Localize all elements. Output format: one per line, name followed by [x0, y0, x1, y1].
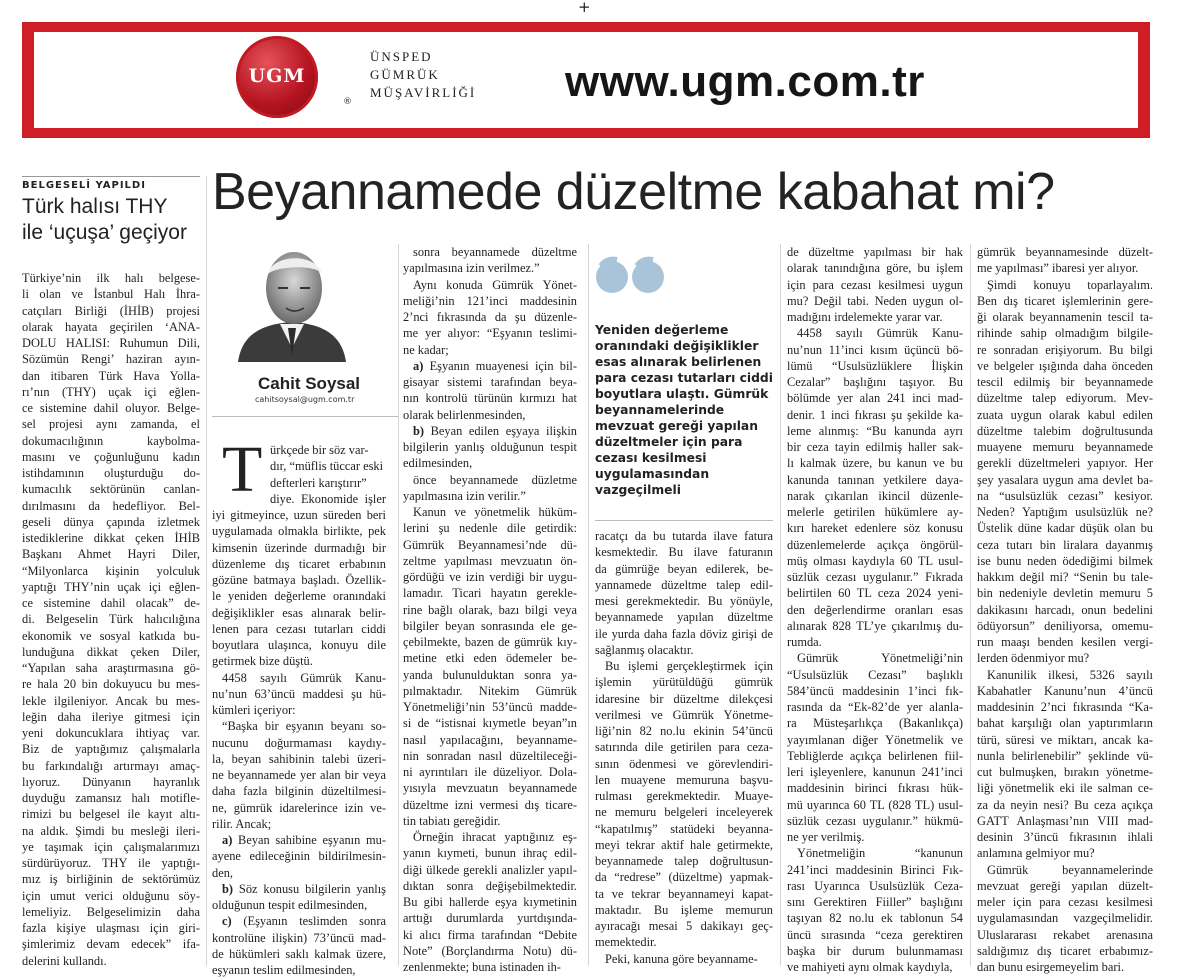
article-column-2	[403, 244, 577, 975]
article-text-line: desinin 3’üncü fıkrasının ihlali	[977, 830, 1153, 844]
article-text-line: olarak tanındığına göre, bu işlem	[787, 261, 963, 276]
article-text-line: değişiklikler esas alınarak belir-	[212, 605, 386, 620]
article-text-line: lamadır. Ticari hayatın gerekle-	[403, 586, 577, 601]
article-text-line: ayene edileceğinin bildirilmesin-	[212, 849, 386, 864]
brand-line-3: MÜŞAVİRLİĞİ	[370, 85, 477, 100]
article-text-line: muayene memuru beyannamede	[977, 440, 1153, 454]
article-text-line: den,	[212, 865, 233, 880]
article-text-line: bir ceza tayin edilmiş haller sak-	[787, 440, 963, 454]
sidebar-text-line: Türkiye’nin ilk halı belgese-	[22, 271, 200, 285]
article-text-line: ayıracağı mesai 5 dakikayı geç-	[595, 919, 773, 933]
article-text-line: Note” (Borçlandırma Notu) dü-	[403, 943, 577, 958]
article-text-line: leme alınmış: “Bu kanunda ayrı	[787, 423, 963, 438]
brand-line-2: GÜMRÜK	[370, 67, 440, 82]
sidebar-text-line: leğin daha ileriye gitmesi için	[22, 709, 200, 724]
article-text-line: len muayene memuruna başvu-	[595, 772, 773, 787]
article-text-line: liği’nin 82 no.lu ekinin 54’üncü	[595, 724, 773, 738]
article-text-line: racatçı da bu tutarda ilave fatura	[595, 529, 773, 543]
article-text-line: ne yer verilmiş.	[787, 830, 865, 844]
article-text-line: Gümrük Yönetmeliği’nin	[797, 651, 963, 666]
article-text-line: düzenleme dış ticaret erbabının	[212, 556, 386, 571]
article-text-line: Bu gibi hallerde eşya kıymetinin	[403, 895, 577, 909]
article-text-line: mevzuat gereği yapılan düzelt-	[977, 878, 1153, 893]
article-text-line: edilmesinden,	[403, 456, 473, 471]
article-text-line: gisayar sistemi tarafından beya-	[403, 375, 577, 389]
article-column-1	[212, 433, 386, 978]
article-text-line: işlemin yürütüldüğü gümrük	[595, 675, 773, 690]
sidebar-text-line: rimizi bu belgesel ile kayıt altı-	[22, 807, 200, 822]
pull-quote-divider	[595, 520, 773, 521]
article-text-line: kanunda tanınan yetkilere daya-	[787, 472, 963, 487]
article-text-line: yanın kıymeti, bunun ihraç edil-	[403, 846, 577, 861]
article-text-line: Gümrük beyannamelerinde	[987, 862, 1153, 877]
sidebar-text-line: dokumacılığının kaybolma-	[22, 433, 200, 448]
article-text-line: ki alıcı firma tarafından “Debite	[403, 927, 577, 942]
sidebar-text-line: olarak hayata geçirilen ‘ANA-	[22, 319, 200, 334]
article-text-line: denir. 1 inci fıkrası şu şekilde ka-	[787, 407, 963, 422]
sidebar-text-line: Sözümün Rengi’ haziran ayın-	[22, 352, 200, 367]
sidebar-text-line: dırılmasını da hedefliyor. Bel-	[22, 498, 200, 513]
article-text-line: hakkım değil mi? “Senin bu tale-	[977, 570, 1153, 584]
article-text-line: Uluslararası rekabet arenasına	[977, 927, 1153, 942]
article-text-line: si de “istisnai kıymetle beyan”ın	[403, 716, 577, 731]
article-text-line: Üstelik düne kadar düşük olan bu	[977, 521, 1153, 536]
article-text-line: türü, süresi ve miktarı, ancak ka-	[977, 732, 1153, 747]
sidebar-text-line: DOLU HALISI: Ruhumun Dili,	[22, 336, 200, 350]
article-text-line: alınarak 828 TL’ye çıkarılmış du-	[787, 618, 963, 633]
author-name: Cahit Soysal	[258, 374, 361, 393]
article-text-line: lerini şu nedenle dile getirdik:	[403, 521, 577, 536]
article-text-line: rihinde sahip olmadığım bilgile-	[977, 326, 1153, 341]
article-text-line: arttığı durumlarda yurtdışında-	[403, 911, 577, 926]
article-text-line: bilgiler beyan sonrasında ele ge-	[403, 618, 577, 633]
article-text-line: re sonradan erişiyorum. Bu bilgi	[977, 342, 1153, 357]
article-text-line: boyutlara ulaşınca, konuyu dile	[212, 638, 386, 652]
article-text-line: çebilmekte, bazen de gümrük kıy-	[403, 635, 577, 649]
article-text-line: üncü sırasında “ceza gerektiren	[787, 927, 963, 942]
article-text-line: başka bir durum bulunmaması	[787, 943, 963, 958]
article-text-line: dıktan sonra değişebilmektedir.	[403, 878, 577, 893]
article-text-line: pılmaktadır. Nitekim Gümrük	[403, 683, 577, 698]
article-text-line: nu’nun 11’inci kısım üçüncü bö-	[787, 342, 963, 357]
sidebar-text-line: “Yapılan saha araştırmasına gö-	[22, 661, 200, 675]
article-text-line: c) (Eşyanın teslimden sonra	[222, 914, 386, 929]
sidebar-text-line: masını ve çoğunluğunu kadın	[22, 449, 200, 464]
column-divider	[206, 176, 207, 966]
article-text-line: yısıyla mevzuatın beyannamede	[403, 781, 577, 796]
article-text-line: ve mahiyeti aynı olmak kaydıyla,	[787, 960, 953, 974]
article-text-line: olduğunun tespit edilmesinden,	[212, 898, 368, 912]
sidebar-text-line: na aldık. Şimdi bu mesleği ileri-	[22, 823, 200, 838]
column-divider	[398, 244, 399, 966]
article-text-line: düzenlemelerde açıkça öngörül-	[787, 537, 963, 552]
column-divider	[588, 244, 589, 966]
article-text-line: tin tabiatı gereğidir.	[403, 813, 501, 828]
article-text-line: ne memuru belgeleri inceleyerek	[595, 805, 773, 820]
sidebar-text-line: ekonomik ve sosyal katkıda bu-	[22, 628, 200, 643]
crop-mark: +	[578, 0, 591, 16]
article-text-line: şey yasalara uygun ama devlet ba-	[977, 472, 1153, 487]
article-text-line: zenlenmekte; buna istinaden ih-	[403, 960, 561, 974]
article-text-line: yannamede düzeltme talep edil-	[595, 577, 773, 592]
article-text-line: a) Beyan sahibine eşyanın mu-	[222, 833, 386, 847]
sidebar-text-line: sel projesi aynı zamanda, el	[22, 417, 200, 432]
article-text-line: Neden? Yaptığım usulsüzlük ne?	[977, 505, 1153, 519]
article-text-line: Kanunilik ilkesi, 5326 sayılı	[987, 667, 1153, 682]
article-text-line: mu? Değil tabi. Neden uygun ol-	[787, 293, 963, 308]
article-text-line: lı kalmak üzere, bu kanun ve bu	[787, 456, 963, 471]
article-text-line: melerle getirilen hükümlere ay-	[787, 505, 963, 519]
article-text-line: Gümrük Beyannamesi’nde dü-	[403, 537, 577, 552]
article-text-line: düzeltme izni vermesi dış ticare-	[403, 797, 577, 812]
article-text-line: zuata uygun olarak kabul edilen	[977, 407, 1153, 422]
article-text-line: b) Beyan edilen eşyaya ilişkin	[413, 423, 577, 438]
article-text-line: kimsenin üzerinde durmadığı bir	[212, 540, 386, 555]
article-text-line: meler için para cezası kesilmesi	[977, 895, 1153, 909]
article-text-line: Aynı konuda Gümrük Yönet-	[413, 277, 577, 292]
sidebar-text-line: için umut verici olduğunu söy-	[22, 888, 200, 903]
sidebar-text-line: Başkanı Ahmet Hayri Diler,	[22, 547, 200, 562]
article-text-line: gördüğü ve izin verdiği bir uygu-	[403, 570, 577, 584]
sidebar-text-line: lunduğuna dikkat çeken Diler,	[22, 644, 200, 659]
article-text-line: getirmek bize düştü.	[212, 654, 313, 669]
sidebar-header	[22, 176, 200, 246]
article-text-line: 584’üncü maddesinin 1’inci fık-	[787, 683, 963, 698]
article-text-line: Peki, kanuna göre beyanname-	[605, 951, 758, 966]
sidebar-text-line: geseli dünya çapında izletmek	[22, 514, 200, 529]
article-text-line: metine etki eden ödemeler be-	[403, 651, 577, 666]
article-text-line: nasıl yapılacağını, beyanname-	[403, 732, 577, 747]
article-text-line: da “redrese” (düzeltme) yapmak-	[595, 870, 773, 885]
article-text-line: kontrolüne ilişkin) 73’üncü mad-	[212, 930, 386, 945]
article-text-line: liği yönetmelik eki ile salman ce-	[977, 781, 1153, 796]
article-text-line: rası Uyarınca Usulsüzlük Ceza-	[787, 878, 963, 893]
article-column-3	[595, 528, 773, 967]
article-text-line: süzlük cezası uygulanır.” Fıkrada	[787, 570, 963, 584]
article-text-line: gözüne batmaya başladı. Özellik-	[212, 573, 386, 587]
article-text-line: Ben dış ticaret işlemlerinin gere-	[977, 293, 1153, 308]
article-text-line: de hükümleri saklı kalmak üzere,	[212, 946, 386, 961]
article-text-line: kırı hareket edenlere söz konusu	[787, 521, 963, 536]
article-text-line: rasında da “Ek-82’de yer alanla-	[787, 700, 963, 714]
article-text-line: Kanun ve yönetmelik hüküm-	[413, 505, 577, 519]
article-text-line: maktadır. Bu işleme memurun	[595, 902, 773, 917]
article-text-line: Yönetmeliği’nin 53’üncü madde-	[403, 700, 577, 714]
article-text-line: leri işleyenlere, kanunun 241’inci	[787, 765, 963, 779]
article-text-line: nunla belirlenebilir” şeklinde vü-	[977, 748, 1153, 763]
sidebar-text-line: lekle ilgileniyor. Ancak bu mes-	[22, 693, 200, 708]
article-text-line: Kabahatler Kanunu’nun 4’üncü	[977, 683, 1153, 698]
article-text-line: nin sonradan nasıl düzeltileceği-	[403, 748, 577, 763]
article-text-line: GATT Anlaşması’nın VIII mad-	[977, 813, 1153, 828]
sidebar-title-line: ile ‘uçuşa’ geçiyor	[22, 221, 187, 244]
article-text-line: den değerlendirme oranları esas	[787, 602, 963, 617]
article-text-line: gerekli düzeltmeleri yapıyor. Her	[977, 456, 1153, 471]
sidebar-article-body	[22, 270, 200, 969]
article-text-line: zeltme yapılması mevzuatın ön-	[403, 553, 577, 568]
article-text-line: ne beyannamede yer alan bir veya	[212, 768, 386, 782]
sidebar-text-line: li olan ve İstanbul Halı İhra-	[22, 287, 200, 302]
article-text-line: ürkçede bir söz var-	[270, 443, 369, 457]
article-text-line: rilir. Ancak;	[212, 816, 272, 831]
article-text-line: belirtilen 60 TL ceza 2024 yeni-	[787, 586, 963, 601]
article-text-line: cut bulmuşken, bırakın yönetme-	[977, 765, 1153, 779]
article-text-line: daha fazla bilginin düzeltilmesi-	[212, 784, 386, 799]
article-text-line: maddesinin 2’nci fıkrasında “Ka-	[977, 700, 1153, 714]
sidebar-text-line: ce sistemine dahil oluyor. Belge-	[22, 401, 200, 415]
article-text-line: uygulamasından vazgeçilmelidir.	[977, 911, 1153, 926]
article-text-line: Yönetmeliğin “kanunun	[797, 846, 963, 861]
article-text-line: düzeltme talep ediyorum. Mev-	[977, 391, 1153, 406]
article-text-line: ise bunu neden ödediğimi bilmek	[977, 553, 1153, 568]
article-text-line: iyi gitmeyince, uzun süreden beri	[212, 508, 386, 522]
article-text-line: maddesinin birinci fıkrası hük-	[787, 781, 963, 796]
article-text-line: rulması gerekmektedir. Muaye-	[595, 789, 773, 803]
article-text-line: 2’nci fıkrasında da şu düzenle-	[403, 310, 577, 324]
article-text-line: gümrük beyannamesinde düzelt-	[977, 245, 1153, 259]
article-text-line: 4458 sayılı Gümrük Kanu-	[797, 326, 963, 341]
article-text-line: lümü “Usulsüzlüklere İlişkin	[787, 358, 963, 373]
article-text-line: bölümde yer alan 241 inci mad-	[787, 391, 963, 406]
website-url[interactable]: www.ugm.com.tr	[565, 57, 925, 106]
sidebar-text-line: istediklerine dikkat çeken İHİB	[22, 531, 200, 545]
article-text-line: Tebliğlerde açıkça belirlenen fiil-	[787, 748, 963, 763]
sidebar-text-line: ye taşımak için çalışmalarımızı	[22, 839, 200, 854]
article-text-line: kümleri içeriyor:	[212, 703, 296, 717]
article-text-line: uygulamada olmakla birlikte, pek	[212, 524, 386, 539]
sidebar-text-line: şimlerimiz devam edecek” ifa-	[22, 937, 200, 952]
article-text-line: nu’nun 63’üncü maddesi şu hü-	[212, 686, 386, 701]
article-text-line: Şimdi konuyu toparlayalım.	[987, 277, 1153, 292]
author-portrait	[232, 244, 352, 362]
article-text-line: eşyanın teslim edilmesinden,	[212, 963, 356, 977]
article-text-line: “Usulsüzlük Cezası” başlıklı	[787, 667, 963, 682]
article-text-line: defterleri karıştırır”	[270, 475, 367, 490]
article-text-line: a) Eşyanın muayenesi için bil-	[413, 358, 577, 373]
article-text-line: dır, “müflis tüccar eski	[270, 459, 384, 474]
author-divider	[212, 416, 398, 417]
article-text-line: Bu işlemi gerçekleştirmek için	[605, 659, 773, 673]
registered-mark: ®	[343, 97, 352, 107]
article-text-line: nucunu doğurmaması kaydıy-	[212, 735, 386, 750]
article-text-line: “kapatılmış” statüdeki beyanna-	[595, 821, 773, 836]
quote-mark-icon	[595, 256, 667, 296]
article-text-line: Cezalar” başlığını taşıyor. Bu	[787, 375, 963, 389]
article-text-line: ği olarak beyannamenin tescil ta-	[977, 310, 1153, 324]
sidebar-text-line: yaptığı THY’nin uçak içi eğlen-	[22, 579, 200, 594]
article-text-line: süzlük cezası uygulanır.” hükmü-	[787, 813, 963, 828]
article-text-line: lenen para cezası tutarları ciddi	[212, 621, 386, 636]
sidebar-text-line: catçıları Birliği (İHİB) projesi	[22, 303, 200, 318]
sidebar-title-line: Türk halısı THY	[22, 195, 168, 218]
sidebar-text-line: bu farkındalığı artırmayı amaç-	[22, 758, 200, 773]
article-text-line: sının ödenmesi ve görevlendiri-	[595, 756, 773, 771]
article-text-line: b) Söz konusu bilgilerin yanlış	[222, 881, 386, 896]
article-text-line: bin nedeniyle devletin memuru 5	[977, 586, 1153, 601]
sidebar-text-line: di. Belgeselin Türk halıcılığına	[22, 612, 200, 627]
article-column-5	[977, 244, 1153, 975]
sidebar-text-line: istihdamının oluşturduğu do-	[22, 466, 200, 480]
article-text-line: le yeniden değerleme oranındaki	[212, 589, 386, 604]
sidebar-text-line: mız iş birliğinin de sektörümüz	[22, 872, 200, 887]
article-text-line: saldığımız dış ticaret erbabımız-	[977, 943, 1153, 958]
article-text-line: düzeltme talebim doğrultusunda	[977, 423, 1153, 438]
article-text-line: da gümrüğe beyan edilerek, be-	[595, 561, 773, 576]
article-text-line: tescil edilmiş bir beyannamede	[977, 375, 1153, 389]
article-text-line: verilmesi ve Gümrük Yönetme-	[595, 707, 773, 722]
article-text-line: beyannamede talep doğrultusun-	[595, 854, 773, 868]
article-text-line: için para cezası kesilmesi uygun	[787, 277, 963, 292]
article-text-line: ta ve tekrar beyannameyi kapat-	[595, 886, 773, 901]
headline: Beyannamede düzeltme kabahat mi?	[212, 163, 1055, 221]
article-text-line: ödüyorsun” deniliyorsa, omemu-	[977, 618, 1153, 633]
article-text-line: satırında dile getirilen para ceza-	[595, 740, 773, 755]
column-divider	[970, 244, 971, 966]
article-column-4	[787, 244, 963, 975]
author-email[interactable]: cahitsoysal@ugm.com.tr	[255, 395, 355, 404]
drop-cap: T	[222, 433, 263, 506]
article-text-line: ni ayrıntıları ile düzeliyor. Dola-	[403, 765, 577, 779]
article-text-line: madığını irdelemekte yarar var.	[787, 310, 943, 324]
article-text-line: diye. Ekonomide işler	[270, 491, 386, 506]
article-text-line: 4458 sayılı Gümrük Kanu-	[222, 670, 386, 685]
pull-quote: Yeniden değerleme oranındaki değişiklikler esas alınarak belirlenen para cezası tutarları ciddi boyutlara ulaştı. Gümrük beyannamelerinde mevzuat gereği yapılan düzeltmeler için para cezası kesilmesi uygulamasından vazgeçilmeli	[595, 323, 773, 497]
article-text-line: na “usulsüzlük cezası” kesiyor.	[977, 488, 1153, 503]
article-text-line: meliği’nin 121’inci maddesinin	[403, 293, 577, 308]
article-text-line: bahat karşılığı olan yaptırımların	[977, 716, 1153, 731]
sidebar-text-line: Biz de yaptığımız çalışmalarla	[22, 742, 200, 757]
article-text-line: me yer alıyor: “Eşyanın teslimi-	[403, 326, 577, 341]
article-text-line: olarak belirlenmesinden,	[403, 407, 526, 422]
sidebar-text-line: fazla kişiye ulaşması için giri-	[22, 921, 200, 935]
brand-name	[370, 48, 476, 102]
article-text-line: me yapılması” ibaresi yer alıyor.	[977, 261, 1139, 276]
article-text-line: “Başka bir eşyanın beyanı so-	[222, 719, 386, 734]
article-text-line: meyi tekrar aktif hale getirmekte,	[595, 837, 773, 852]
article-text-line: rine bağlı olarak, bazı bilgi veya	[403, 602, 577, 617]
brand-line-1: ÜNSPED	[370, 49, 433, 64]
article-text-line: lerden ödenmiyor mu?	[977, 651, 1090, 666]
article-text-line: ile yurda daha fazla döviz girişi de	[595, 626, 773, 641]
article-text-line: de düzeltme yapılması bir hak	[787, 245, 963, 259]
article-text-line: rumda.	[787, 635, 822, 649]
sidebar-title	[22, 194, 200, 246]
article-text-line: ne kadar;	[403, 342, 449, 357]
article-text-line: müş olması kaydıyla 60 TL usul-	[787, 553, 963, 568]
sidebar-text-line: lemeliyiz. Belgeselimizin daha	[22, 904, 200, 919]
article-text-line: narak çıkarılan ikincil düzenle-	[787, 488, 963, 503]
ugm-seal-logo	[236, 36, 318, 118]
sidebar-text-line: delerini kullandı.	[22, 953, 107, 968]
article-text-line: anlamına gelmiyor mu?	[977, 846, 1095, 861]
article-text-line: ceza tutarı bin liralara dayanmış	[977, 537, 1153, 552]
sidebar-text-line: sürdürüyoruz. THY ile yaptığı-	[22, 856, 200, 870]
seal-text: UGM	[248, 65, 306, 87]
article-text-line: za da neyin nesi? Bu ceza açıkça	[977, 797, 1153, 812]
sidebar-text-line: yeni dokuncuklara ihtiyaç var.	[22, 726, 200, 740]
article-text-line: yayımlanan diğer Yönetmelik ve	[787, 732, 963, 747]
article-text-line: mesi gerekmektedir. Bu yönüyle,	[595, 594, 773, 608]
sidebar-text-line: “Milyonlarca kişinin yolculuk	[22, 563, 200, 578]
article-text-line: bilgilerin yanlış olduğunun tespit	[403, 440, 577, 454]
article-text-line: yapılmasına izin verilir.”	[403, 488, 526, 503]
article-text-line: dan bunu esirgemeyelim bari.	[977, 960, 1125, 974]
article-text-line: mü uyarınca 60 TL (828 TL) usul-	[787, 797, 963, 812]
article-text-line: la, beyan sahibinin talebi üzeri-	[212, 751, 386, 766]
article-text-line: sonra beyannamede düzeltme	[413, 245, 577, 259]
sidebar-text-line: ce sistemine dahil olacak” de-	[22, 596, 200, 610]
article-text-line: önce beyannamede düzletme	[413, 472, 577, 487]
sidebar-text-line: duyduğu zamansız halı motifle-	[22, 791, 200, 805]
article-text-line: nın kontrolü türünün kırmızı hat	[403, 391, 577, 406]
article-text-line: sağlanmış olacaktır.	[595, 642, 694, 657]
sidebar-kicker: BELGESELİ YAPILDI	[22, 176, 200, 191]
article-text-line: ra Müsteşarlıkça (Bakanlıkça)	[787, 716, 963, 731]
article-text-line: ne, gümrük idarelerince izin ve-	[212, 800, 386, 815]
article-text-line: run maaşı benden kesilen vergi-	[977, 635, 1153, 649]
article-text-line: yanda bulunulduktan sonra ya-	[403, 667, 577, 682]
sidebar-text-line: lıyoruz. Dünyanın hayranlık	[22, 774, 200, 789]
article-text-line: memektedir.	[595, 935, 657, 950]
article-text-line: dakikasını harcadı, onun bedelini	[977, 602, 1153, 617]
article-text-line: kesmektedir. Bu ilave faturanın	[595, 545, 773, 560]
article-text-line: ve belgeler ışığında daha önceden	[977, 358, 1153, 373]
article-text-line: 241’inci maddesinin Birinci Fık-	[787, 862, 963, 877]
article-text-line: taşıyan 82 no.lu ek tablonun 54	[787, 911, 963, 926]
sidebar-text-line: kumacılık sektörünün canlan-	[22, 482, 200, 497]
sidebar-text-line: re hala 20 bin dokuyucu bu mes-	[22, 677, 200, 692]
sidebar-text-line: dan itibaren Türk Hava Yolla-	[22, 368, 200, 383]
article-text-line: idaresine bir düzeltme dilekçesi	[595, 691, 773, 706]
article-text-line: beyannamede yapılan düzeltme	[595, 610, 773, 625]
sidebar-text-line: rı’nın (THY) uçak içi eğlen-	[22, 384, 200, 399]
article-text-line: diği ülkede gerekli analizler yapıl-	[403, 862, 577, 877]
article-text-line: sını Gerektiren Fiiller” başlığını	[787, 895, 963, 909]
article-text-line: Örneğin ihracat yaptığınız eş-	[413, 830, 577, 844]
column-divider	[780, 244, 781, 966]
article-text-line: yapılmasına izin verilmez.”	[403, 261, 540, 276]
